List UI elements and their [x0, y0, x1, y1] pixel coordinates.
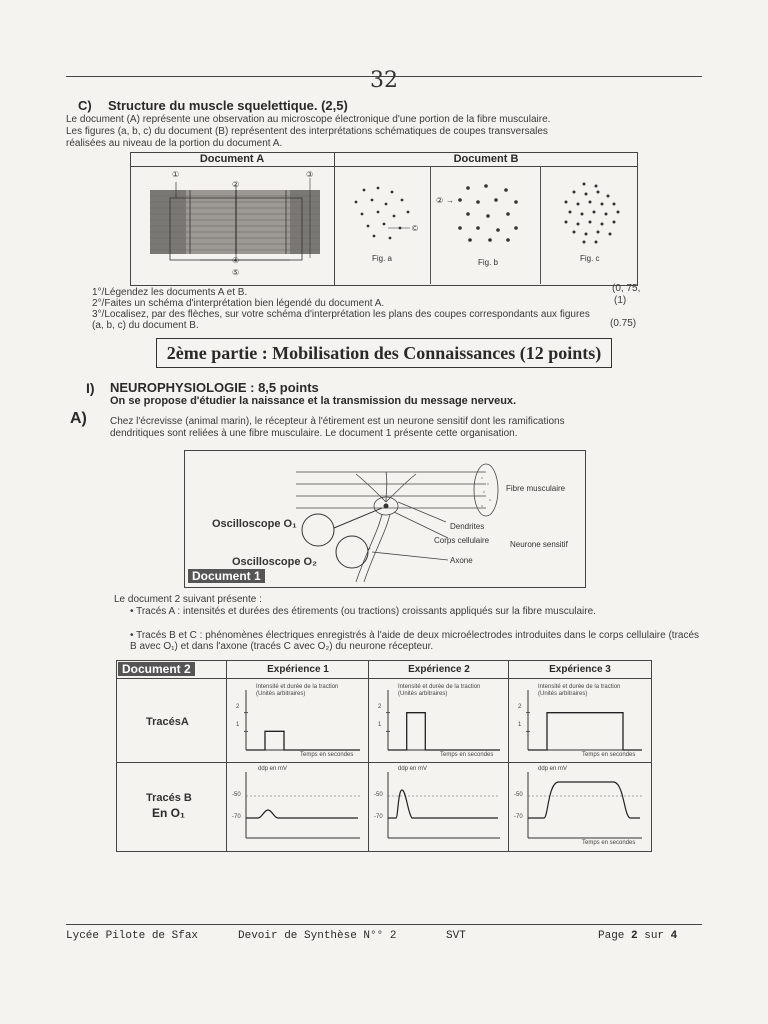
section-a-text-2: dendritiques sont reliées à une fibre musculaire. Le document 1 présente cette organisation. [110, 428, 518, 439]
graph-b-exp3-y70: -70 [514, 814, 523, 820]
graph-a-exp3-y2: 2 [518, 704, 522, 710]
exp1-header: Expérience 1 [267, 664, 329, 675]
graph-b-exp3-y50: -50 [514, 792, 523, 798]
question-2-points: (1) [614, 295, 627, 306]
question-1-points: (0, 75, [612, 283, 641, 294]
doc-b-divider-2 [540, 166, 541, 284]
graph-b-exp2-y70: -70 [374, 814, 383, 820]
doc2-bullet-1 [130, 606, 700, 617]
doc1-osc2: Oscilloscope O₂ [232, 556, 317, 568]
footer-page-num: 2 [631, 930, 638, 942]
doc-ab-divider [334, 152, 335, 286]
graph-b-exp2 [374, 766, 504, 848]
doc-b-label: Document B [453, 153, 519, 165]
doc-b-divider-1 [430, 166, 431, 284]
graph-b-exp3-x: Temps en secondes [582, 840, 636, 846]
doc2-row-div-2 [116, 762, 652, 763]
doc1-corps-label: Corps cellulaire [434, 536, 490, 545]
fig-a-label: Fig. a [372, 254, 393, 263]
part2-banner [156, 338, 612, 368]
doc1-fibre-label: Fibre musculaire [506, 484, 566, 493]
graph-a-exp3-x: Temps en secondes [582, 752, 636, 758]
section-i-title: NEUROPHYSIOLOGIE : 8,5 points [110, 380, 319, 395]
footer-page-total: 4 [670, 930, 678, 942]
doc2-intro-lead: Le document 2 suivant présente : [114, 594, 262, 605]
graph-b-exp2-ytitle: ddp en mV [398, 766, 428, 772]
graph-a-exp3-y1: 1 [518, 722, 522, 728]
section-c-title: Structure du muscle squelettique. (2,5) [108, 98, 348, 113]
doc-ab-header-line [130, 166, 638, 167]
graph-b-exp2-y50: -50 [374, 792, 383, 798]
doc-a-num-4: ④ [232, 256, 240, 265]
graph-a-exp3-title: Intensité et durée de la traction (Unités arbitraires) [538, 684, 621, 697]
row-label-traces-b: Tracés B [146, 792, 192, 804]
doc2-col-div-3 [508, 660, 509, 852]
doc2-bullet-2 [130, 630, 700, 652]
section-a-text-1: Chez l'écrevisse (animal marin), le récepteur à l'étirement est un neurone sensitif dont les ramifications [110, 416, 565, 427]
fig-b-label: Fig. b [478, 258, 499, 267]
section-c-marker: C) [78, 98, 92, 113]
footer-page-mid: sur [644, 930, 665, 942]
bullet-marker: • [130, 606, 137, 617]
exp3-header: Expérience 3 [549, 664, 611, 675]
doc2-label-box [118, 662, 195, 676]
section-c-intro-2: Les figures (a, b, c) du document (B) représentent des interprétations schématiques de coupes transversales [66, 126, 548, 137]
doc-a-label: Document A [199, 153, 265, 165]
doc-a-num-3: ③ [306, 170, 314, 179]
fig-a-c-label: © [412, 224, 418, 233]
graph-a-exp2-title: Intensité et durée de la traction (Unités arbitraires) [398, 684, 481, 697]
graph-a-exp1-y1: 1 [236, 722, 240, 728]
doc1-axone-label: Axone [450, 556, 473, 565]
graph-a-exp2-y2: 2 [378, 704, 382, 710]
traction-series-line [388, 713, 500, 750]
footer-subject: SVT [446, 930, 466, 942]
row-label-en-o1: En O₁ [152, 806, 185, 820]
fig-b-arrow-label: ② [436, 196, 444, 205]
section-c-intro-1: Le document (A) représente une observation au microscope électronique d'une portion de la fibre musculaire. [66, 114, 551, 125]
graph-b-exp1-y70: -70 [232, 814, 241, 820]
doc-a-num-5: ⑤ [232, 268, 240, 277]
fig-a-dots [344, 178, 424, 248]
section-i-sub: On se propose d'étudier la naissance et la transmission du message nerveux. [110, 395, 517, 407]
graph-a-exp1-x: Temps en secondes [300, 752, 354, 758]
doc2-row-div-1 [116, 678, 652, 679]
graph-b-exp3-ytitle: ddp en mV [538, 766, 568, 772]
doc1-label-box [188, 569, 265, 583]
graph-a-exp2-y1: 1 [378, 722, 382, 728]
doc1-dendrites-label: Dendrites [450, 522, 485, 531]
graph-b-exp1 [232, 766, 364, 848]
traction-series-line [528, 713, 642, 750]
doc2-col-div-1 [226, 660, 227, 852]
graph-a-exp2-x: Temps en secondes [440, 752, 494, 758]
question-1: 1°/Légendez les documents A et B. [92, 287, 248, 298]
footer-page-pre: Page [598, 930, 625, 942]
footer-exam: Devoir de Synthèse N°° 2 [238, 930, 397, 942]
doc-a-num-1: ① [172, 170, 180, 179]
graph-a-exp1-y2: 2 [236, 704, 240, 710]
doc-a-num-2: ② [232, 180, 240, 189]
bullet-text: Tracés A : intensités et durées des étirements (ou tractions) croissants appliqués sur la fibre musculaire. [136, 606, 596, 617]
graph-b-exp3 [514, 766, 646, 848]
graph-b-exp1-ytitle: ddp en mV [258, 766, 288, 772]
question-2: 2°/Faites un schéma d'interprétation bien légendé du document A. [92, 298, 385, 309]
handwritten-page-number: 32 [370, 68, 398, 93]
footer-rule [66, 924, 702, 925]
fig-b-arrow: → [446, 196, 454, 205]
doc1-osc1: Oscilloscope O₁ [212, 518, 297, 530]
doc1-neurone-label: Neurone sensitif [510, 540, 568, 549]
graph-b-exp1-y50: -50 [232, 792, 241, 798]
row-label-traces-a: TracésA [146, 716, 189, 728]
bullet-text: Tracés B et C : phénomènes électriques enregistrés à l'aide de deux microélectrodes introduites dans le corps cellulaire (tracés B avec O₁) et dans l'axone (tracés C avec O₂) du neurone récepteur. [130, 630, 700, 652]
part2-banner-text: 2ème partie : Mobilisation des Connaissances (12 points) [166, 343, 602, 363]
question-3: 3°/Localisez, par des flèches, sur votre schéma d'interprétation les plans des coupes correspondants aux figures [92, 309, 590, 320]
section-i-marker: I) [86, 380, 95, 396]
fig-c-dots [554, 178, 634, 248]
question-3-cont: (a, b, c) du document B. [92, 320, 199, 331]
doc2-label-text: Document 2 [122, 662, 191, 676]
traction-series-line [246, 731, 360, 750]
question-3-points: (0.75) [610, 318, 637, 329]
bullet-marker: • [130, 630, 137, 641]
footer-school: Lycée Pilote de Sfax [66, 930, 199, 942]
exp2-header: Expérience 2 [408, 664, 470, 675]
section-a-marker: A) [70, 410, 87, 427]
section-c-intro-3: réalisées au niveau de la portion du document A. [66, 138, 283, 149]
graph-a-exp1-title: Intensité et durée de la traction (Unités arbitraires) [256, 684, 339, 697]
footer-page [598, 930, 677, 942]
fig-c-label: Fig. c [580, 254, 600, 263]
fig-b-dots [452, 178, 532, 248]
doc1-label-text: Document 1 [192, 569, 261, 583]
doc2-col-div-2 [368, 660, 369, 852]
